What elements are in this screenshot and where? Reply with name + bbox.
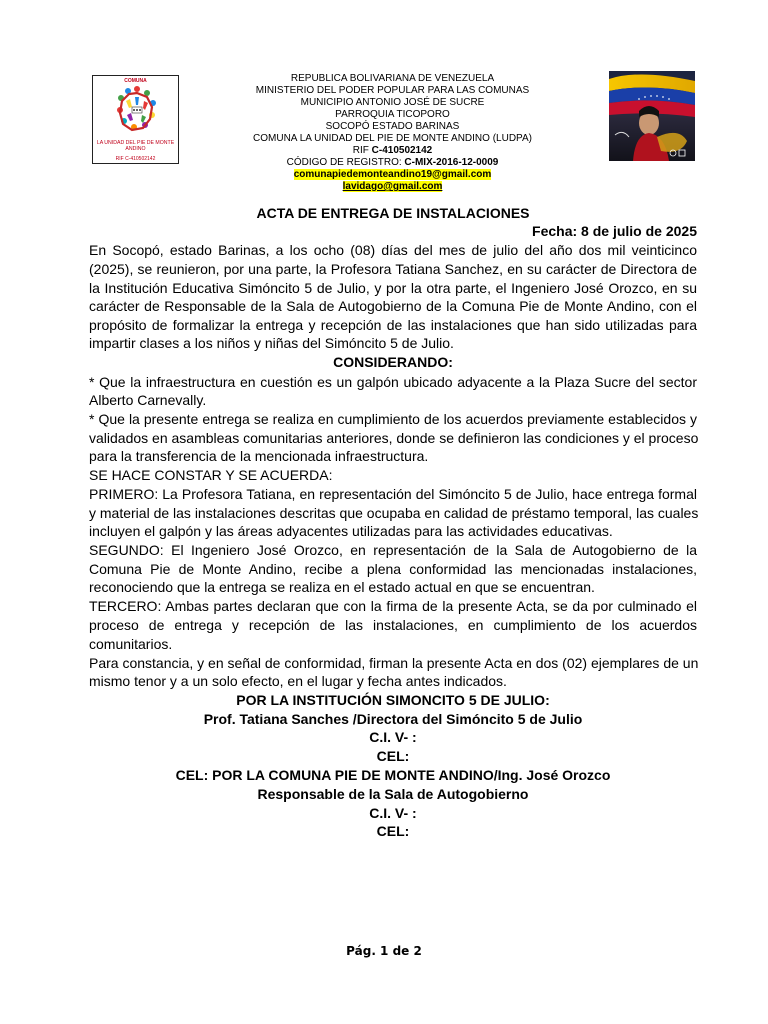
- people-circle-icon: [114, 83, 160, 137]
- page-number: Pág. 1 de 2: [346, 944, 422, 958]
- considerando-1-line-1: * Que la infraestructura en cuestión es un galpón ubicado adyacente a la Plaza Sucre del sector: [89, 374, 697, 390]
- firma-ci-1: C.I. V- :: [369, 729, 417, 745]
- intro-line-5: propósito de formalizar la entrega y recepción de las instalaciones que han sido utilizadas para: [89, 317, 697, 333]
- firma-directora: Prof. Tatiana Sanches /Directora del Simóncito 5 de Julio: [203, 711, 583, 727]
- segundo-line-1: SEGUNDO: El Ingeniero José Orozco, en representación de la Sala de Autogobierno de la: [89, 542, 697, 558]
- logo-bottom-line-1: LA UNIDAD DEL PIE DE MONTE: [96, 140, 175, 146]
- header-line-2: MINISTERIO DEL PODER POPULAR PARA LAS COMUNAS: [255, 85, 530, 96]
- header-registro: [200, 157, 585, 169]
- considerando-2-line-1: * Que la presente entrega se realiza en cumplimiento de los acuerdos previamente establecidos y: [89, 411, 697, 427]
- considerando-1-line-2: Alberto Carnevally.: [89, 392, 207, 408]
- tercero-line-3: comunitarios.: [89, 636, 173, 652]
- logo-rif-text: RIF C-410502142: [115, 156, 156, 162]
- header-email-1[interactable]: [200, 169, 585, 181]
- primero-line-1: PRIMERO: La Profesora Tatiana, en representación del Simóncito 5 de Julio, hace entrega formal: [89, 486, 697, 502]
- rif-label: RIF: [352, 145, 372, 156]
- firma-responsable: Responsable de la Sala de Autogobierno: [257, 786, 529, 802]
- primero-line-3: incluyen el galpón y las áreas adyacentes utilizadas para las actividades educativas.: [89, 523, 613, 539]
- intro-line-1: En Socopó, estado Barinas, a los ocho (08) días del mes de julio del año dos mil veinticinco: [89, 242, 697, 258]
- flag-portrait-icon: [609, 71, 695, 161]
- considerando-2-line-3: para la transferencia de la mencionada infraestructura.: [89, 448, 429, 464]
- commemorative-photo: [609, 71, 695, 161]
- header-line-4: PARROQUIA TICOPORO: [335, 109, 450, 120]
- logo-top-text: COMUNA: [124, 78, 147, 84]
- header-line-1: REPUBLICA BOLIVARIANA DE VENEZUELA: [290, 73, 495, 84]
- email-link-2[interactable]: lavidago@gmail.com: [342, 181, 443, 192]
- primero-line-2: y material de las instalaciones descritas que ocupaba en calidad de préstamo temporal, las cuales: [89, 505, 699, 521]
- considerando-2-line-2: validados en asambleas comunitarias anteriores, donde se definieron las condiciones y el proceso: [89, 430, 699, 446]
- rif-value: C-410502142: [371, 145, 433, 156]
- logo-bottom-line-2: ANDINO: [125, 146, 146, 152]
- firma-cel-2: CEL:: [376, 823, 410, 839]
- logo-bottom-text: [93, 140, 178, 152]
- header-line-6: COMUNA LA UNIDAD DEL PIE DE MONTE ANDINO (LUDPA): [253, 133, 532, 144]
- registro-value: C-MIX-2016-12-0009: [404, 157, 499, 168]
- firma-cel-1: CEL:: [376, 748, 410, 764]
- intro-line-4: carácter de Responsable de la Sala de Autogobierno de la Comuna Pie de Monte Andino, con el: [89, 298, 697, 314]
- intro-line-6: impartir clases a los niños y niñas del Simóncito 5 de Julio.: [89, 335, 454, 351]
- segundo-line-3: reconociendo que la entrega se realiza en el estado actual en que se encuentran.: [89, 579, 595, 595]
- tercero-line-1: TERCERO: Ambas partes declaran que con la firma de la presente Acta, se da por culminado el: [89, 598, 697, 614]
- document-date: Fecha: 8 de julio de 2025: [532, 223, 697, 239]
- email-link-1[interactable]: comunapiedemonteandino19@gmail.com: [293, 169, 492, 180]
- intro-line-2: (2025), se reunieron, por una parte, la Profesora Tatiana Sanchez, en su carácter de Directora de: [89, 261, 697, 277]
- comuna-logo: [92, 75, 179, 164]
- header-email-2[interactable]: [200, 181, 585, 193]
- considerando-heading: CONSIDERANDO:: [333, 354, 453, 370]
- intro-line-3: la Institución Educativa Simóncito 5 de Julio, y por la otra parte, el Ingeniero José Orozco, en su: [89, 280, 697, 296]
- firma-institucion-heading: POR LA INSTITUCIÓN SIMONCITO 5 DE JULIO:: [236, 692, 550, 708]
- constancia-line-2: mismo tenor y a un solo efecto, en el lugar y fecha antes indicados.: [89, 673, 507, 689]
- tercero-line-2: proceso de entrega y recepción de las instalaciones, en cumplimiento de los acuerdos: [89, 617, 697, 633]
- constancia-line-1: Para constancia, y en señal de conformidad, firman la presente Acta en dos (02) ejemplares de un: [89, 655, 699, 671]
- acuerda-heading: SE HACE CONSTAR Y SE ACUERDA:: [89, 467, 333, 483]
- header-line-5: SOCOPÓ ESTADO BARINAS: [325, 121, 460, 132]
- registro-label: CÓDIGO DE REGISTRO:: [286, 157, 405, 168]
- firma-ci-2: C.I. V- :: [369, 805, 417, 821]
- segundo-line-2: Comuna Pie de Monte Andino, recibe a plena conformidad las mencionadas instalaciones,: [89, 561, 697, 577]
- header-line-3: MUNICIPIO ANTONIO JOSÉ DE SUCRE: [300, 97, 485, 108]
- header-rif: [200, 145, 585, 157]
- document-title: ACTA DE ENTREGA DE INSTALACIONES: [256, 205, 530, 221]
- firma-comuna-heading: CEL: POR LA COMUNA PIE DE MONTE ANDINO/Ing. José Orozco: [175, 767, 611, 783]
